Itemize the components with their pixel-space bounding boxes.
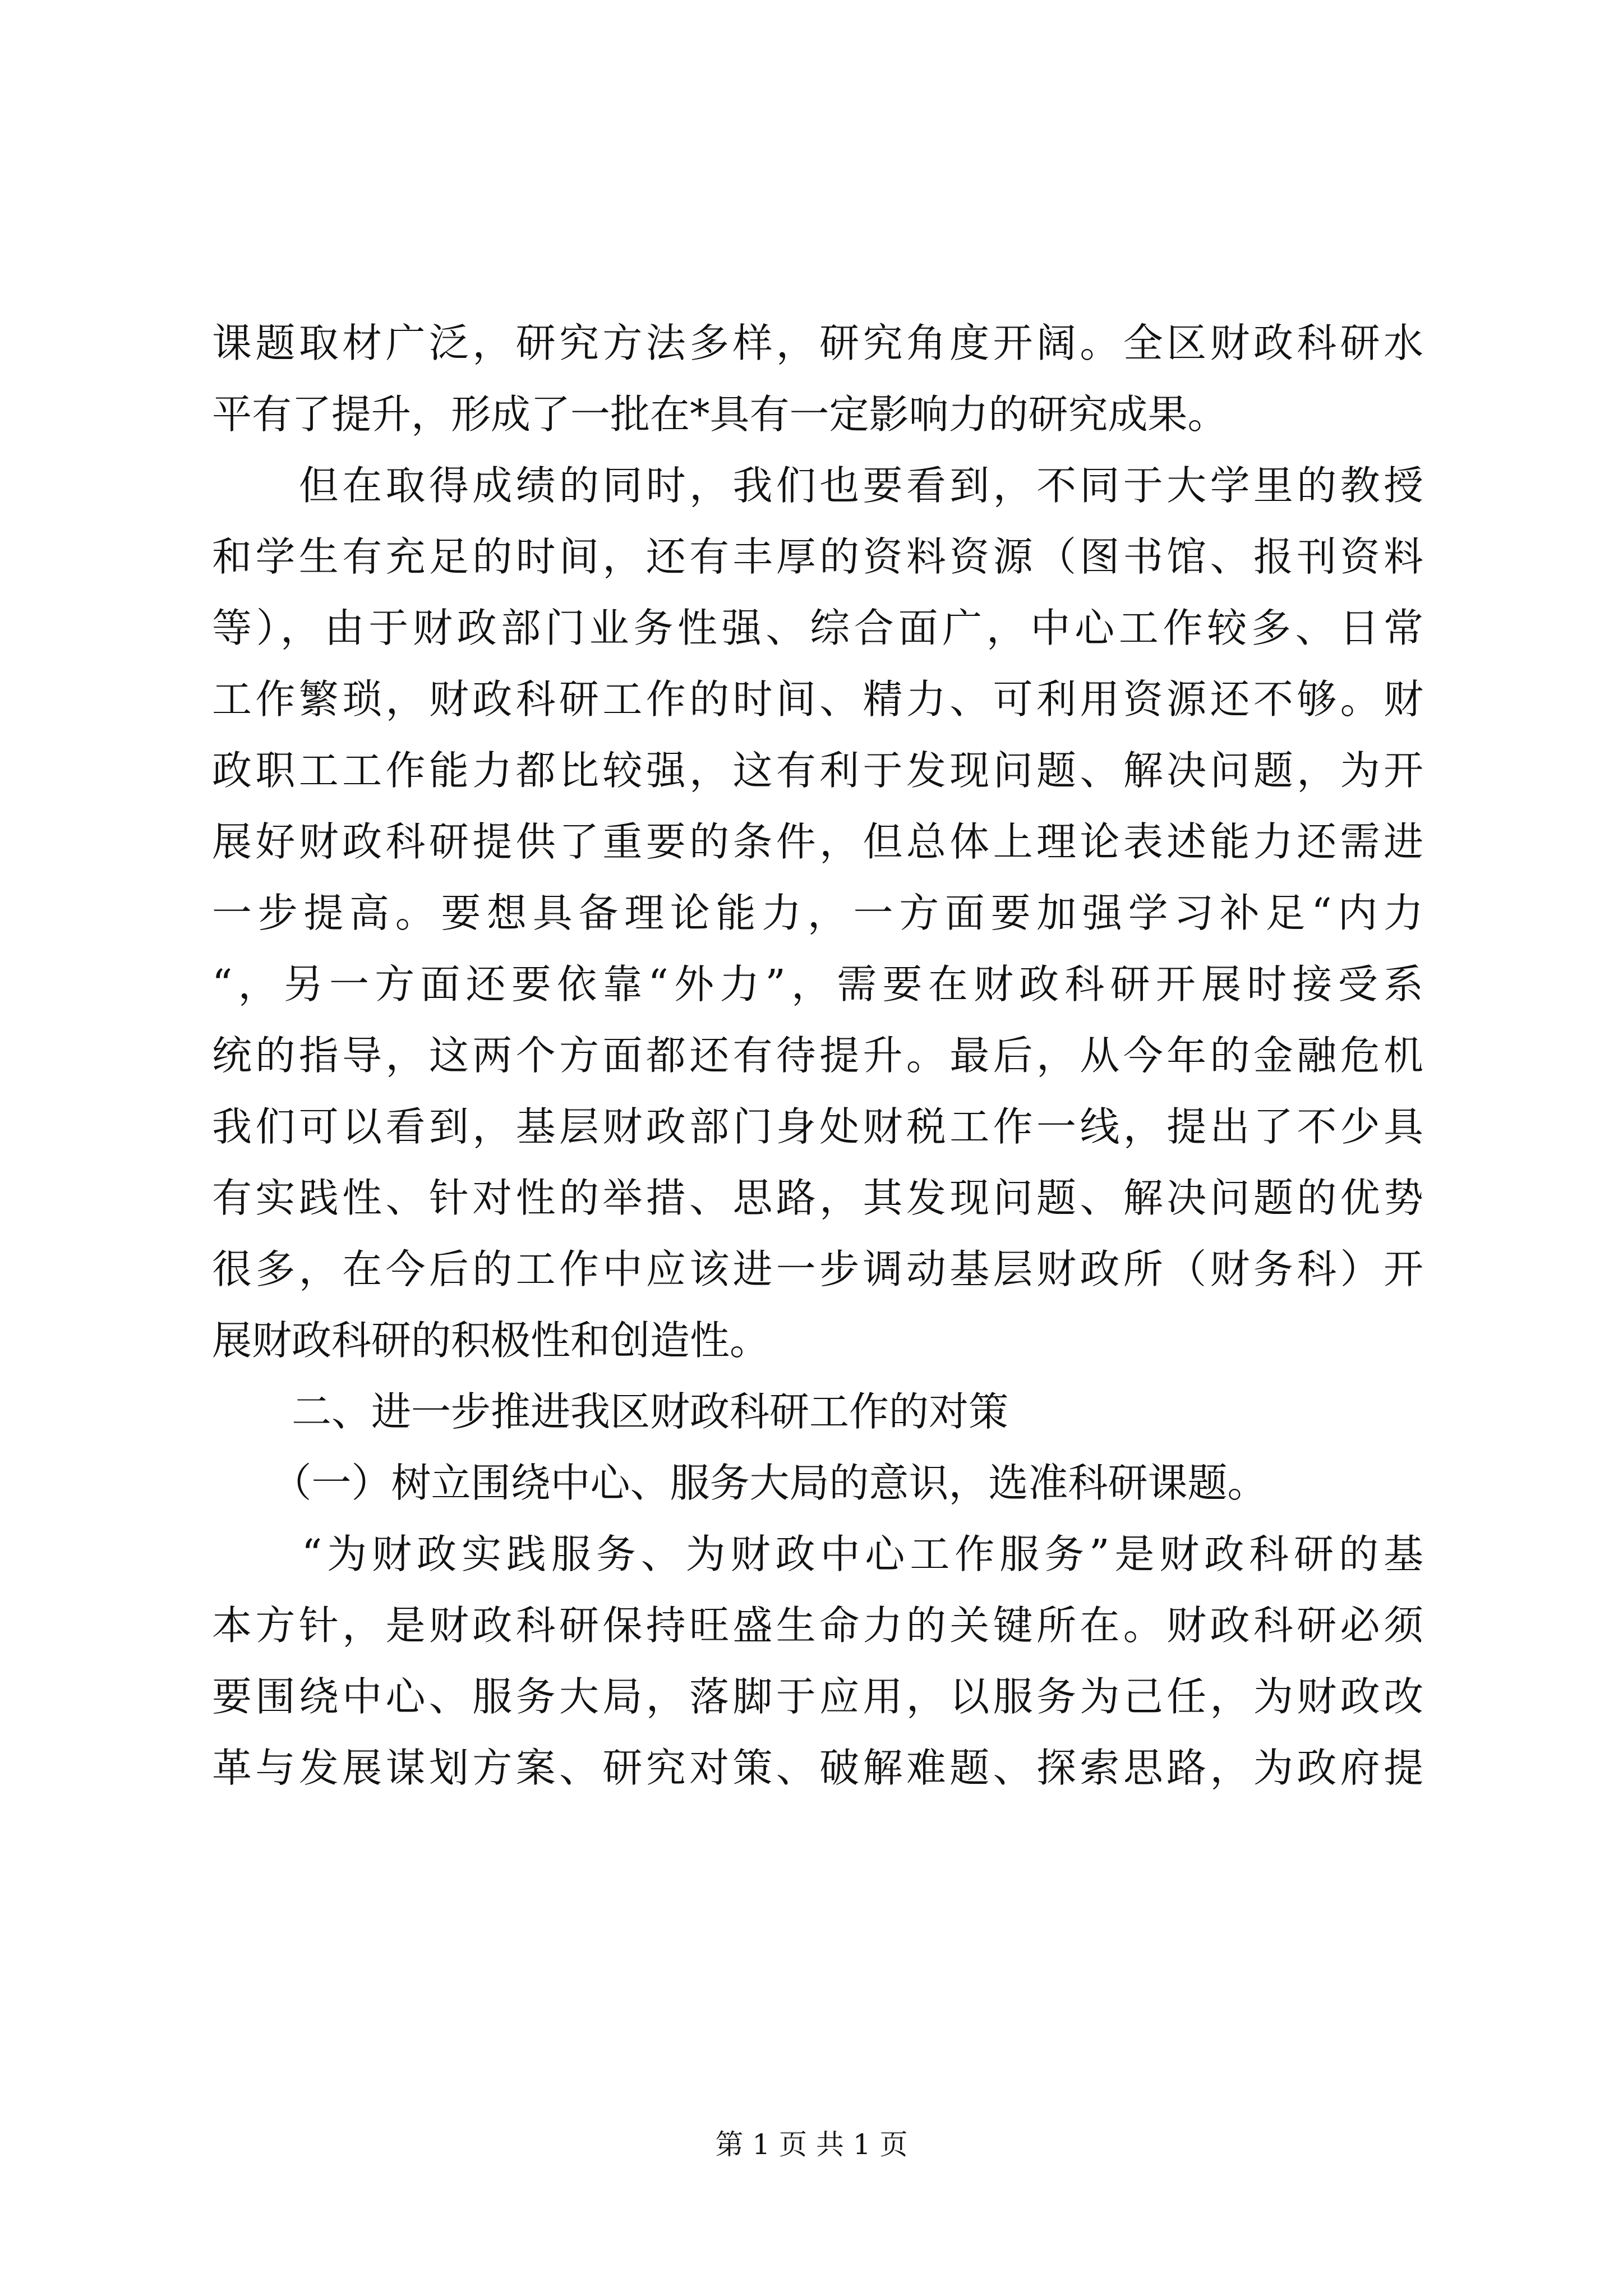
text-line: 政职工工作能力都比较强，这有利于发现问题、解决问题，为开: [212, 747, 1423, 794]
text-line: 等），由于财政部门业务性强、综合面广，中心工作较多、日常: [212, 605, 1423, 651]
text-line: 课题取材广泛，研究方法多样，研究角度开阔。全区财政科研水: [212, 320, 1423, 366]
text-line: 我们可以看到，基层财政部门身处财税工作一线，提出了不少具: [212, 1103, 1423, 1150]
text-line: 革与发展谋划方案、研究对策、破解难题、探索思路，为政府提: [212, 1745, 1423, 1791]
text-line: “，另一方面还要依靠“外力”，需要在财政科研开展时接受系: [212, 961, 1423, 1007]
text-line: 统的指导，这两个方面都还有待提升。最后，从今年的金融危机: [212, 1032, 1423, 1079]
text-line: 有实践性、针对性的举措、思路，其发现问题、解决问题的优势: [212, 1175, 1423, 1221]
page-footer: 第 1 页 共 1 页: [715, 2128, 908, 2161]
text-line: “为财政实践服务、为财政中心工作服务”是财政科研的基: [212, 1531, 1423, 1577]
text-line: 平有了提升，形成了一批在*具有一定影响力的研究成果。: [212, 391, 1228, 438]
text-line: 但在取得成绩的同时，我们也要看到，不同于大学里的教授: [212, 462, 1423, 509]
text-line: 一步提高。要想具备理论能力，一方面要加强学习补足“内力: [212, 890, 1423, 936]
text-line: 很多，在今后的工作中应该进一步调动基层财政所（财务科）开: [212, 1246, 1423, 1292]
text-line: 展好财政科研提供了重要的条件，但总体上理论表述能力还需进: [212, 818, 1423, 865]
text-line: 本方针，是财政科研保持旺盛生命力的关键所在。财政科研必须: [212, 1602, 1423, 1649]
text-line: 展财政科研的积极性和创造性。: [212, 1317, 770, 1364]
text-line: 和学生有充足的时间，还有丰厚的资料资源（图书馆、报刊资料: [212, 533, 1423, 580]
text-line: 工作繁琐，财政科研工作的时间、精力、可利用资源还不够。财: [212, 676, 1423, 723]
text-line: 要围绕中心、服务大局，落脚于应用，以服务为己任，为财政改: [212, 1673, 1423, 1720]
body-text: [212, 307, 1423, 1803]
text-line: 二、进一步推进我区财政科研工作的对策: [212, 1388, 1009, 1435]
text-line: （一）树立围绕中心、服务大局的意识，选准科研课题。: [212, 1460, 1267, 1506]
